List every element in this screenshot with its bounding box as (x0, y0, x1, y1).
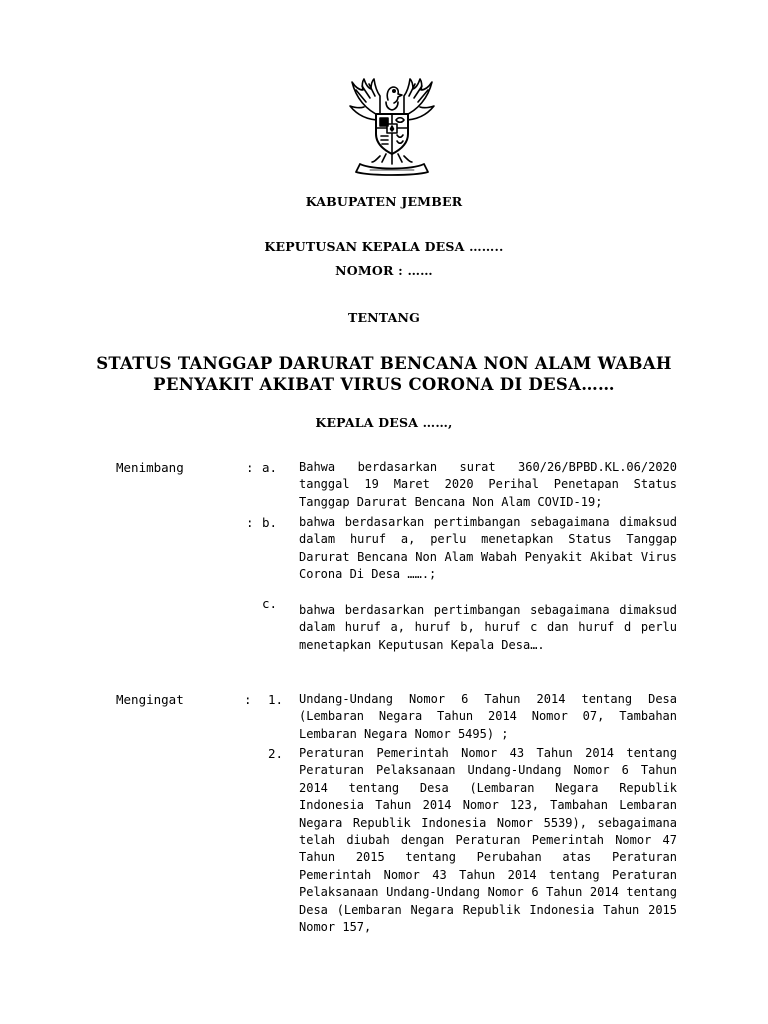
decree-title: KEPUTUSAN KEPALA DESA …….. (264, 239, 504, 254)
region-heading: KABUPATEN JEMBER (305, 194, 463, 209)
menimbang-marker-b: b. (262, 515, 278, 530)
mengingat-item-2: Peraturan Pemerintah Nomor 43 Tahun 2014 tentang Peraturan Pelaksanaan Undang-Undang Nomor 6 Tahun 2014 tentang Desa (Lembaran Negara Republik Indonesia Tahun 2014 Nomor 123, Tambahan Lembaran Negara Republik Indonesia Nomor 5539), sebagaimana telah diubah dengan Peraturan Pemerintah Nomor 47 Tahun 2015 tentang Perubahan atas Peraturan Pemerintah Nomor 43 Tahun 2014 tentang Peraturan Pelaksanaan Undang-Undang Nomor 6 Tahun 2014 tentang Desa (Lembaran Negara Republik Indonesia Tahun 2015 Nomor 157, (299, 746, 677, 935)
head-of-village-heading: KEPALA DESA ……, (315, 415, 453, 430)
subject-line-2: PENYAKIT AKIBAT VIRUS CORONA DI DESA…… (153, 375, 615, 394)
mengingat-label: Mengingat (116, 692, 184, 707)
menimbang-item-a: Bahwa berdasarkan surat 360/26/BPBD.KL.06/2020 tanggal 19 Maret 2020 Perihal Penetapan Status Tanggap Darurat Bencana Non Alam COVID-19; (299, 460, 677, 509)
menimbang-marker-a: a. (262, 460, 278, 475)
menimbang-colon-b: : (246, 515, 254, 530)
mengingat-item-1: Undang-Undang Nomor 6 Tahun 2014 tentang Desa (Lembaran Negara Tahun 2014 Nomor 07, Tambahan Lembaran Negara Nomor 5495) ; (299, 692, 677, 741)
mengingat-marker-2: 2. (268, 746, 284, 761)
garuda-emblem-icon (336, 76, 448, 178)
menimbang-label: Menimbang (116, 460, 184, 475)
mengingat-colon: : (244, 692, 252, 707)
menimbang-colon: : (246, 460, 254, 475)
about-heading: TENTANG (347, 310, 421, 325)
subject-line-1: STATUS TANGGAP DARURAT BENCANA NON ALAM WABAH (96, 354, 672, 373)
mengingat-marker-1: 1. (268, 692, 284, 707)
menimbang-marker-c: c. (262, 596, 278, 611)
menimbang-item-c: bahwa berdasarkan pertimbangan sebagaimana dimaksud dalam huruf a, huruf b, huruf c dan huruf d perlu menetapkan Keputusan Kepala Desa…. (299, 603, 677, 652)
decree-number: NOMOR : …… (335, 263, 433, 278)
menimbang-item-b: bahwa berdasarkan pertimbangan sebagaimana dimaksud dalam huruf a, perlu menetapkan Status Tanggap Darurat Bencana Non Alam Wabah Penyakit Akibat Virus Corona Di Desa …….; (299, 515, 677, 582)
